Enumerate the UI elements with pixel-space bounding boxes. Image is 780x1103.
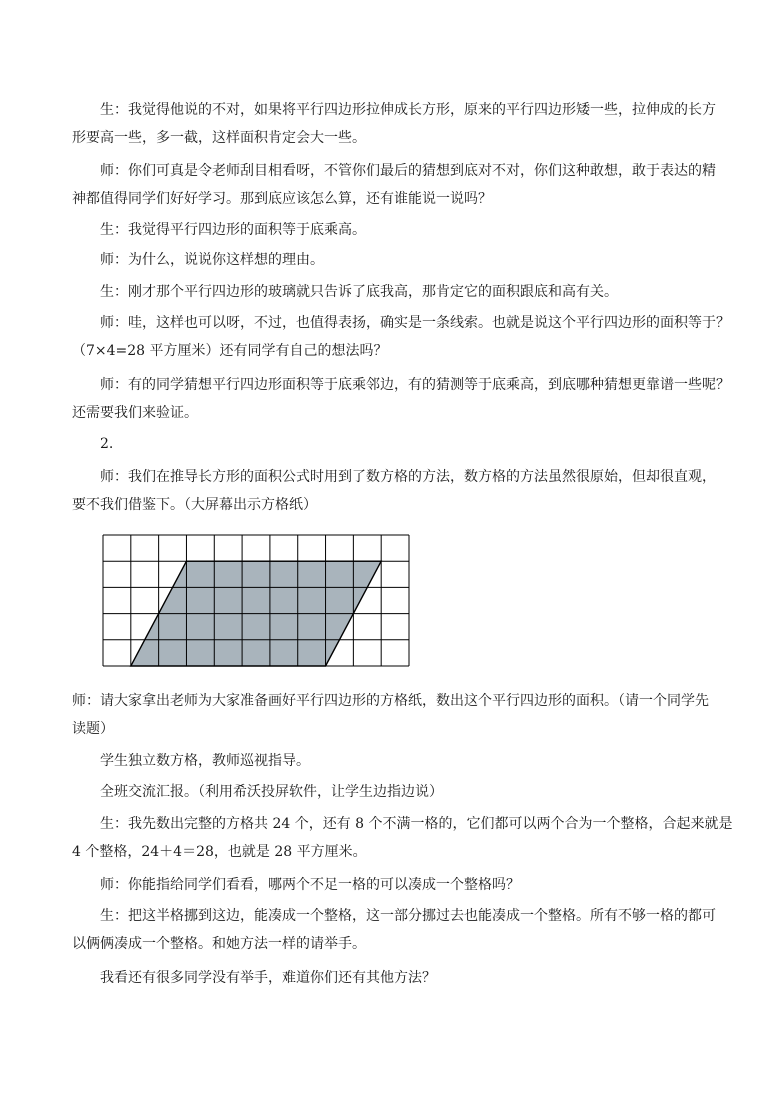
paragraph-7: 师：有的同学猜想平行四边形面积等于底乘邻边，有的猜测等于底乘高，到底哪种猜想更靠谱一些呢？ 还需要我们来验证。 bbox=[72, 377, 730, 421]
paragraph-4: 师：为什么，说说你这样想的理由。 bbox=[100, 252, 324, 268]
paragraph-15: 生：把这半格挪到这边，能凑成一个整格，这一部分挪过去也能凑成一个整格。所有不够一格的都可 以俩俩凑成一个整格。和她方法一样的请举手。 bbox=[72, 908, 716, 952]
paragraph-9: 师：我们在推导长方形的面积公式时用到了数方格的方法，数方格的方法虽然很原始，但却很直观， 要不我们借鉴下。（大屏幕出示方格纸） bbox=[72, 469, 716, 513]
paragraph-6: 师：哇，这样也可以呀，不过，也值得表扬，确实是一条线索。也就是说这个平行四边形的面积等于？ （7×4=28 平方厘米）还有同学有自己的想法吗？ bbox=[72, 315, 730, 359]
paragraph-1: 生：我觉得他说的不对，如果将平行四边形拉伸成长方形，原来的平行四边形矮一些，拉伸成的长方 形要高一些，多一截，这样面积肯定会大一些。 bbox=[72, 102, 716, 146]
paragraph-10: 师：请大家拿出老师为大家准备画好平行四边形的方格纸，数出这个平行四边形的面积。（请一个同学先 读题） bbox=[72, 693, 709, 737]
grid-parallelogram-diagram bbox=[102, 534, 412, 669]
paragraph-16: 我看还有很多同学没有举手，难道你们还有其他方法？ bbox=[100, 970, 436, 986]
paragraph-12: 全班交流汇报。（利用希沃投屏软件，让学生边指边说） bbox=[100, 784, 443, 800]
paragraph-2: 师：你们可真是令老师刮目相看呀，不管你们最后的猜想到底对不对，你们这种敢想，敢于表达的精 神都值得同学们好好学习。那到底应该怎么算，还有谁能说一说吗？ bbox=[72, 163, 716, 207]
grid-figure bbox=[102, 534, 412, 669]
paragraph-3: 生：我觉得平行四边形的面积等于底乘高。 bbox=[100, 222, 366, 238]
paragraph-8: 2. bbox=[100, 436, 114, 452]
paragraph-14: 师：你能指给同学们看看，哪两个不足一格的可以凑成一个整格吗？ bbox=[100, 877, 520, 893]
paragraph-13: 生：我先数出完整的方格共 24 个，还有 8 个不满一格的，它们都可以两个合为一个整格，合起来就是 4 个整格，24＋4＝28，也就是 28 平方厘米。 bbox=[72, 816, 733, 860]
paragraph-5: 生：刚才那个平行四边形的玻璃就只告诉了底我高，那肯定它的面积跟底和高有关。 bbox=[100, 284, 618, 300]
paragraph-11: 学生独立数方格，教师巡视指导。 bbox=[100, 753, 310, 769]
